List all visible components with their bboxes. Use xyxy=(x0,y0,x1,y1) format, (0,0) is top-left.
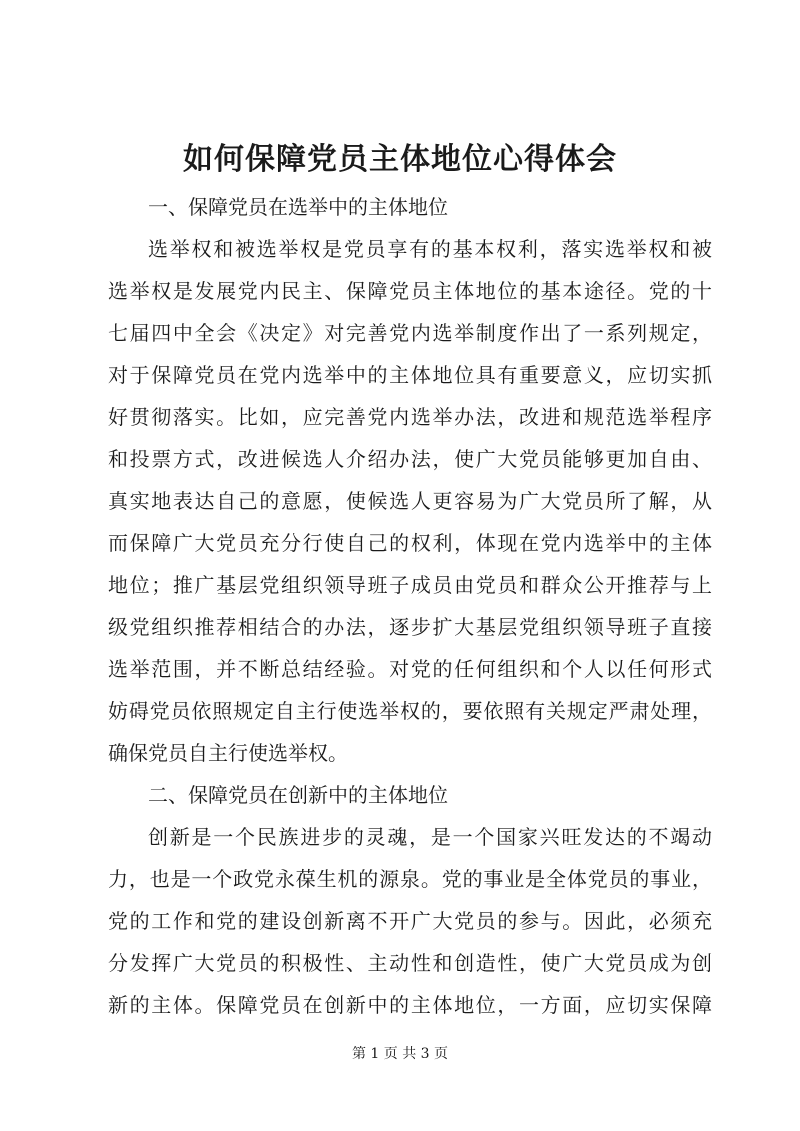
page-number-footer: 第 1 页 共 3 页 xyxy=(351,1046,449,1062)
section-heading-1: 一、保障党员在选举中的主体地位 xyxy=(148,195,448,219)
paragraph-line: 力，也是一个政党永葆生机的源泉。党的事业是全体党员的事业， xyxy=(108,867,712,891)
paragraph-line: 级党组织推荐相结合的办法，逐步扩大基层党组织领导班子直接 xyxy=(108,615,712,639)
paragraph-line: 好贯彻落实。比如，应完善党内选举办法，改进和规范选举程序 xyxy=(108,405,712,429)
paragraph-line: 地位；推广基层党组织领导班子成员由党员和群众公开推荐与上 xyxy=(108,573,712,597)
paragraph-line: 党的工作和党的建设创新离不开广大党员的参与。因此，必须充 xyxy=(108,909,712,933)
paragraph-line: 和投票方式，改进候选人介绍办法，使广大党员能够更加自由、 xyxy=(108,447,712,471)
paragraph-line: 确保党员自主行使选举权。 xyxy=(108,741,348,765)
paragraph-line: 七届四中全会《决定》对完善党内选举制度作出了一系列规定， xyxy=(108,321,712,345)
paragraph-line: 选举范围，并不断总结经验。对党的任何组织和个人以任何形式 xyxy=(108,657,712,681)
paragraph-line: 真实地表达自己的意愿，使候选人更容易为广大党员所了解，从 xyxy=(108,489,712,513)
paragraph-line: 选举权是发展党内民主、保障党员主体地位的基本途径。党的十 xyxy=(108,279,712,303)
paragraph-line: 而保障广大党员充分行使自己的权利，体现在党内选举中的主体 xyxy=(108,531,712,555)
paragraph-line: 妨碍党员依照规定自主行使选举权的，要依照有关规定严肃处理， xyxy=(108,699,712,723)
document-title: 如何保障党员主体地位心得体会 xyxy=(183,142,617,177)
paragraph-line: 新的主体。保障党员在创新中的主体地位，一方面，应切实保障 xyxy=(108,993,712,1017)
paragraph-line: 创新是一个民族进步的灵魂，是一个国家兴旺发达的不竭动 xyxy=(148,825,712,849)
paragraph-line: 选举权和被选举权是党员享有的基本权利，落实选举权和被 xyxy=(148,237,712,261)
section-heading-2: 二、保障党员在创新中的主体地位 xyxy=(148,783,448,807)
paragraph-line: 分发挥广大党员的积极性、主动性和创造性，使广大党员成为创 xyxy=(108,951,712,975)
paragraph-line: 对于保障党员在党内选举中的主体地位具有重要意义，应切实抓 xyxy=(108,363,712,387)
